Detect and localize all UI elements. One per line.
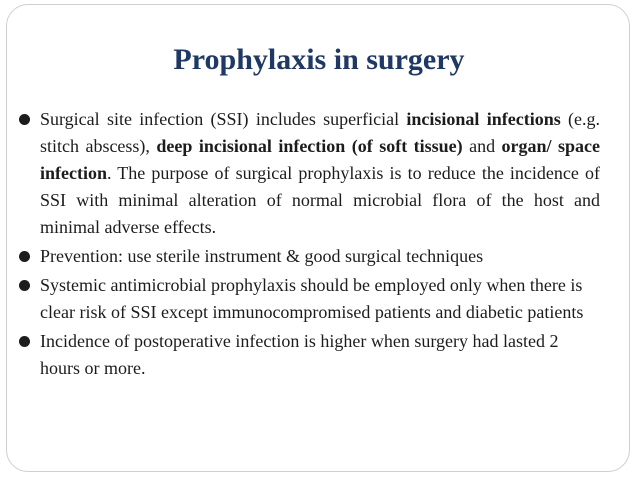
bullet-text: Prevention: use sterile instrument & good surgical techniques — [40, 246, 484, 266]
bullet-icon — [19, 114, 30, 125]
bullet-icon — [19, 280, 30, 291]
bullet-text: Surgical site infection (SSI) includes superficial incisional infections (e.g. stitch abscess), deep incisional infection (of soft tissue) and organ/ space infection. The purpose of surgical prophylaxis is to reduce the incidence of SSI with minimal alteration of normal microbial flora of the host and minimal adverse effects. — [40, 109, 601, 237]
bullet-list — [16, 106, 600, 384]
bullet-text: Incidence of postoperative infection is higher when surgery had lasted 2 hours or more. — [40, 331, 559, 378]
bold-term: organ/ space infection — [40, 136, 600, 183]
bullet-icon — [19, 251, 30, 262]
slide-title: Prophylaxis in surgery — [173, 43, 465, 76]
bullet-item-incidence — [16, 328, 600, 382]
bullet-item-systemic — [16, 272, 600, 326]
bullet-text: Systemic antimicrobial prophylaxis should be employed only when there is clear risk of SSI except immunocompromised patients and diabetic patients — [40, 275, 584, 322]
bold-term: incisional infections — [406, 109, 561, 129]
bullet-item-ssi — [16, 106, 600, 241]
bullet-icon — [19, 336, 30, 347]
bold-term: deep incisional infection (of soft tissue) — [156, 136, 463, 156]
bullet-item-prevention — [16, 243, 600, 270]
